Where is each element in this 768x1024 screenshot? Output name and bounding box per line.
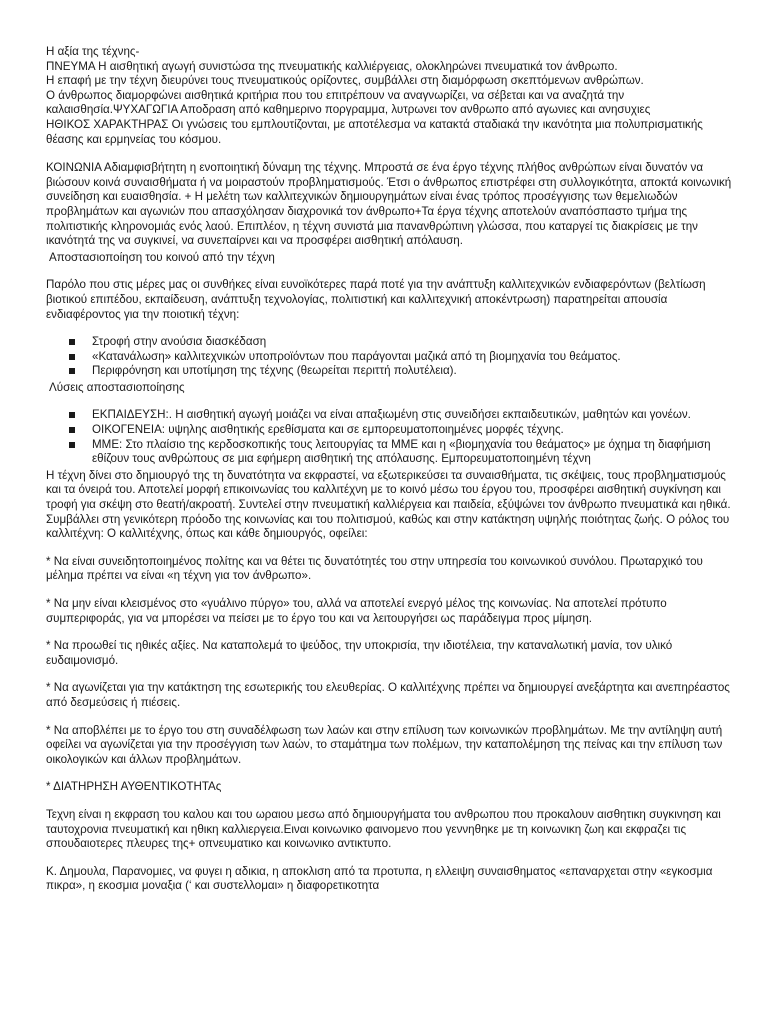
list-item-text: «Κατανάλωση» καλλιτεχνικών υποπροϊόντων που παράγονται μαζικά από τη βιομηχανία του θεάματος.	[92, 349, 621, 363]
causes-list	[46, 335, 736, 379]
intro-title: Η αξία της τέχνης-	[46, 45, 140, 58]
intro-line-epafi: Η επαφή με την τέχνη διευρύνει τους πνευματικούς ορίζοντες, συμβάλλει στη διαμόρφωση σκεπτόμενων ανθρώπων.	[46, 74, 644, 88]
parolo-paragraph: Παρόλο που στις μέρες μας οι συνθήκες είναι ευνοϊκότερες παρά ποτέ για την ανάπτυξη καλλιτεχνικών ενδιαφερόντων (βελτίωση βιοτικού επιπέδου, εκπαίδευση, ανάπτυξη τεχνολογίας, πολιτιστική και καλλιτεχνική αποκέντρωση) παρατηρείται απουσία ενδιαφέροντος για την ποιοτική τέχνη:	[46, 278, 706, 321]
list-item	[69, 438, 736, 467]
square-bullet-icon	[69, 368, 75, 374]
list-item-text: ΕΚΠΑΙΔΕΥΣΗ:. Η αισθητική αγωγή μοιάζει να είναι απαξιωμένη στις συνειδήσει εκπαιδευτικών, μαθητών και γονέων.	[92, 408, 691, 422]
heading-solutions: Λύσεις αποστασιοποίησης	[49, 380, 185, 394]
dimoula-paragraph: Κ. Δημουλα, Παρανομιες, να φυγει η αδικια, η αποκλιση από τα προτυπα, η ελλειψη συναισθηματος «επαναρχεται στην «εγκοσμια πικρα», η εκοσμια μοναξια (‘ και συστελλομαι» η διαφορετικοτητα	[46, 864, 713, 893]
list-item-text: Περιφρόνηση και υποτίμηση της τέχνης (θεωρείται περιττή πολυτέλεια).	[92, 364, 457, 378]
intro-line-pneuma: ΠΝΕΥΜΑ Η αισθητική αγωγή συνιστώσα της πνευματικής καλλιέργειας, ολοκληρώνει πνευματικά τον άνθρωπο.	[46, 59, 618, 73]
artist-paragraph: Η τέχνη δίνει στο δημιουργό της τη δυνατότητα να εκφραστεί, να εξωτερικεύσει τα συναισθήματα, τις σκέψεις, τους προβληματισμούς και τα όνειρά του. Αποτελεί μορφή επικοινωνίας του καλλιτέχνη με το κοινό μέσω του έργου του, προσφέρει αισθητική συγκίνηση και τροφή για σκέψη στο θεατή/ακροατή. Συντελεί στην πνευματική καλλιέργεια και παιδεία, εξύψώνει τον άνθρωπο πνευματικά και ηθικά. Συμβάλλει στη γενικότερη πρόοδο της κοινωνίας και του πολιτισμού, καθώς και στην κατάκτηση υψηλής ποιότητας ζωής. Ο ρόλος του καλλιτέχνη: Ο καλλιτέχνης, όπως και κάθε δημιουργός, οφείλει:	[46, 468, 731, 541]
heading-apostasiopoiisi: Αποστασιοποίηση του κοινού από την τέχνη	[49, 250, 275, 264]
duty-paragraph: * Να μην είναι κλεισμένος στο «γυάλινο πύργο» του, αλλά να αποτελεί ενεργό μέλος της κοινωνίας. Να αποτελεί πρότυπο συμπεριφοράς, για να μπορέσει να πείσει με το έργο του και να λειτουργήσει ως παράδειγμα προς μίμηση.	[46, 597, 667, 625]
intro-block	[46, 45, 736, 147]
duty-paragraph: * Να προωθεί τις ηθικές αξίες. Να καταπολεμά το ψεύδος, την υποκρισία, την ιδιοτέλεια, την καταναλωτική μανία, τον υλικό ευδαιμονισμό.	[46, 639, 673, 667]
solutions-list	[46, 408, 736, 466]
intro-line-psychagogia: Ο άνθρωπος διαμορφώνει αισθητικά κριτήρια που του επιτρέπουν να αναγνωρίζει, να σέβεται και να αναζητά την καλαισθησία.ΨΥΧΑΓΩΓΙΑ Αποδραση από καθημερινο ποργραμμα, λυτρωνει τον ανθρωπο από αγωνιες και ανησυχιες	[46, 88, 651, 117]
duty-paragraph: * Να είναι συνειδητοποιημένος πολίτης και να θέτει τις δυνατότητές του στην υπηρεσία του κοινωνικού συνόλου. Πρωταρχικό του μέλημα πρέπει να είναι «η τέχνη για τον άνθρωπο».	[46, 554, 703, 583]
list-item	[69, 335, 736, 350]
square-bullet-icon	[69, 427, 75, 433]
duty-paragraph: * Να αγωνίζεται για την κατάκτηση της εσωτερικής του ελευθερίας. Ο καλλιτέχνης πρέπει να δημιουργεί ανεξάρτητα και ανεπηρέαστος από δεσμεύσεις ή πιέσεις.	[46, 681, 730, 709]
list-item	[69, 364, 736, 379]
square-bullet-icon	[69, 412, 75, 418]
authenticity-line: * ΔΙΑΤΗΡΗΣΗ ΑΥΘΕΝΤΙΚΟΤΗΤΑς	[46, 780, 222, 794]
square-bullet-icon	[69, 442, 75, 448]
document-page	[46, 45, 736, 894]
definition-paragraph: Τεχνη είναι η εκφραση του καλου και του ωραιου μεσω από δημιουργήματα του ανθρωπου που προκαλουν αισθητικη συγκινηση και ταυτοχρονια πνευματική και ηθικη καλλιεργεια.Ειναι κοινωνικο φαινομενο που γεννηθηκε με τη κοινωνικη ζωη και εκφραζει τις σπουδαιοτερες πλευρες της+ οπνευματικο και κοινωνικο αντικτυπο.	[46, 807, 721, 851]
duty-paragraph: * Να αποβλέπει με το έργο του στη συναδέλφωση των λαών και στην επίλυση των κοινωνικών προβλημάτων. Με την αντίληψη αυτή οφείλει να αγωνίζεται για την προσέγγιση των λαών, το σταμάτημα των πολέμων, την καταπολέμηση της πείνας και την επίλυση των οικολογικών και άλλων προβλημάτων.	[46, 723, 723, 766]
intro-line-ithikos: ΗΘΙΚΟΣ ΧΑΡΑΚΤΗΡΑΣ Οι γνώσεις του εμπλουτίζονται, με αποτέλεσμα να κατακτά σταδιακά την ικανότητα μια πολυπρισματικής θέασης και ερμηνείας του κόσμου.	[46, 117, 703, 146]
list-item	[69, 408, 736, 423]
list-item	[69, 350, 736, 365]
square-bullet-icon	[69, 354, 75, 360]
list-item	[69, 423, 736, 438]
list-item-text: Στροφή στην ανούσια διασκέδαση	[92, 335, 267, 349]
list-item-text: ΜΜΕ: Στο πλαίσιο της κερδοσκοπικής τους λειτουργίας τα ΜΜΕ και η «βιομηχανία του θεάματος» με όχημα τη διαφήμιση εθίζουν τους ανθρώπους σε μια εφήμερη αισθητική της απόλαυσης. Εμπορευματοποιημένη τέχνη	[92, 437, 711, 466]
square-bullet-icon	[69, 339, 75, 345]
list-item-text: ΟΙΚΟΓΕΝΕΙΑ: υψηλης αισθητικής ερεθίσματα και σε εμπορευματοποιημένες μορφές τέχνης.	[92, 423, 564, 437]
koinonia-paragraph: ΚΟΙΝΩΝΙΑ Αδιαμφισβήτητη η ενοποιητική δύναμη της τέχνης. Μπροστά σε ένα έργο τέχνης πλήθος ανθρώπων είναι δυνατόν να βιώσουν κοινά συναισθήματα ή να μοιραστούν προβληματισμούς. Έτσι ο άνθρωπος επιστρέφει στη συλλογικότητα, αποκτά κοινωνική συνείδηση και ευαισθησία. + Η μελέτη των καλλιτεχνικών δημιουργημάτων είναι ένας τρόπος προσέγγισης των θεμελιωδών προβλημάτων και αγωνιών που απασχόλησαν διαχρονικά τον άνθρωπο+Τα έργα τέχνης αποτελούν αναπόσπαστο τμήμα της πολιτιστικής κληρονομιάς ενός λαού. Επιπλέον, η τέχνη συνιστά μια πανανθρώπινη γλώσσα, που καταργεί τις διακρίσεις με την ικανότητά της να συγκινεί, να συνεπαίρνει και να προσφέρει αισθητική απόλαυση.	[46, 161, 732, 248]
